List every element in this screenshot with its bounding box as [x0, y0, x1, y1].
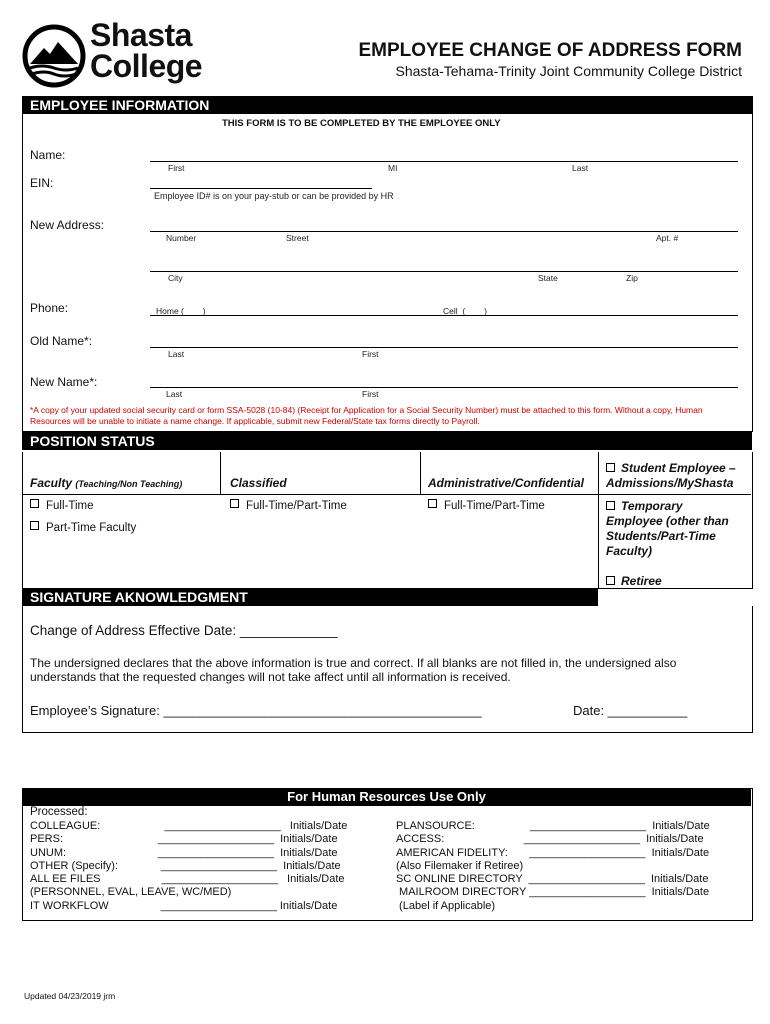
instruction-text: THIS FORM IS TO BE COMPLETED BY THE EMPLOYEE ONLY: [222, 118, 501, 129]
hr-row-access: ACCESS: ___________________ Initials/Date: [396, 833, 704, 846]
logo-wordmark: [90, 17, 203, 84]
address-city-field[interactable]: [150, 271, 738, 272]
checkbox-icon[interactable]: [230, 499, 239, 508]
old-name-last-caption: Last: [168, 349, 185, 359]
faculty-heading: Faculty: [30, 476, 73, 490]
address-street-caption: Street: [286, 233, 309, 243]
col-divider-1: [220, 452, 221, 494]
position-status-header: [22, 432, 752, 450]
phone-label: Phone:: [30, 301, 69, 315]
name-first-caption: First: [168, 163, 185, 173]
retiree-checkbox-icon[interactable]: [606, 576, 615, 585]
address-city-caption: City: [168, 273, 183, 283]
ein-field[interactable]: [150, 188, 372, 189]
declaration-text: [30, 656, 676, 684]
student-employee-option[interactable]: [606, 461, 736, 491]
name-field[interactable]: [150, 161, 738, 162]
declaration-line-2: understands that the requested changes will not take affect until all information is received.: [30, 670, 511, 684]
employee-signature-field[interactable]: Employee’s Signature: ____________________________________________: [30, 703, 482, 718]
admin-option[interactable]: [428, 499, 545, 512]
new-name-first-caption: First: [362, 389, 379, 399]
classified-option[interactable]: [230, 499, 347, 512]
col-divider-2: [420, 452, 421, 494]
declaration-line-1: The undersigned declares that the above information is true and correct. If all blanks are not filled in, the undersigned also: [30, 656, 677, 670]
hr-row-unum: UNUM: ___________________ Initials/Date: [30, 846, 338, 859]
form-title: EMPLOYEE CHANGE OF ADDRESS FORM: [358, 40, 742, 61]
hr-row-plansource: PLANSOURCE: ___________________ Initials/Date: [396, 820, 710, 832]
employee-info-section: [22, 96, 753, 432]
logo-line-1: Shasta: [90, 17, 192, 53]
student-label-line-1: Student Employee –: [621, 461, 736, 475]
hr-row-filemaker: (Also Filemaker if Retiree): [396, 859, 524, 872]
old-name-first-caption: First: [362, 349, 379, 359]
ein-hint: Employee ID# is on your pay-stub or can be provided by HR: [154, 191, 394, 201]
address-number-caption: Number: [166, 233, 197, 243]
faculty-fulltime-option[interactable]: [30, 499, 94, 512]
hr-row-ee-files: ALL EE FILES ___________________ Initials/Date: [30, 873, 345, 886]
faculty-subheading: (Teaching/Non Teaching): [75, 479, 183, 489]
admin-heading: Administrative/Confidential: [428, 476, 585, 490]
retiree-label: Retiree: [621, 574, 662, 588]
new-name-field[interactable]: [150, 387, 738, 388]
hr-row-label: (Label if Applicable): [396, 899, 496, 912]
temp-label-line-4: Faculty): [606, 544, 653, 558]
signature-date-field[interactable]: Date: ___________: [573, 703, 688, 718]
faculty-parttime-label: Part-Time Faculty: [46, 522, 137, 534]
classified-heading: Classified: [230, 476, 287, 490]
hr-row-mailroom: MAILROOM DIRECTORY ___________________ Initials/Date: [396, 886, 710, 899]
logo-line-2: College: [90, 48, 203, 84]
hr-processed-label: Processed:: [30, 806, 88, 818]
admin-option-label: Full-Time/Part-Time: [444, 500, 545, 512]
phone-cell-caption: Cell ( ): [443, 306, 487, 316]
position-status-title: POSITION STATUS: [30, 433, 155, 449]
form-subtitle: Shasta-Tehama-Trinity Joint Community College District: [395, 63, 742, 79]
hr-row-colleague: COLLEAGUE: ___________________ Initials/Date: [30, 820, 348, 832]
faculty-parttime-option[interactable]: [30, 521, 136, 534]
new-address-label: New Address:: [30, 218, 105, 232]
temp-checkbox-icon[interactable]: [606, 501, 615, 510]
name-change-note: [30, 405, 746, 427]
position-status-divider: [22, 494, 751, 495]
checkbox-icon[interactable]: [428, 499, 437, 508]
employee-info-header: [22, 96, 752, 114]
hr-left-column: [30, 820, 347, 913]
employee-info-title: EMPLOYEE INFORMATION: [30, 97, 210, 113]
ein-label: EIN:: [30, 176, 54, 190]
temp-label-line-2: Employee (other than: [606, 514, 729, 528]
checkbox-icon[interactable]: [30, 499, 39, 508]
hr-use-title: For Human Resources Use Only: [287, 789, 486, 804]
faculty-column-heading: [30, 476, 182, 490]
address-state-caption: State: [538, 273, 558, 283]
hr-row-it-workflow: IT WORKFLOW ___________________ Initials/Date: [30, 899, 338, 912]
temporary-employee-option[interactable]: [606, 499, 729, 559]
name-label: Name:: [30, 148, 66, 162]
hr-row-sc-online: SC ONLINE DIRECTORY ___________________ Initials/Date: [396, 873, 709, 886]
address-street-field[interactable]: [150, 231, 738, 232]
old-name-field[interactable]: [150, 347, 738, 348]
new-name-last-caption: Last: [166, 389, 183, 399]
name-mi-caption: MI: [388, 163, 398, 173]
signature-header: [22, 588, 598, 606]
note-line-2: Resources will be unable to initiate a name change. If applicable, submit new Federal/State tax forms directly to Payroll.: [30, 416, 480, 426]
hr-row-american-fidelity: AMERICAN FIDELITY: ___________________ Initials/Date: [396, 846, 710, 859]
name-last-caption: Last: [572, 163, 589, 173]
faculty-fulltime-label: Full-Time: [46, 500, 94, 512]
classified-option-label: Full-Time/Part-Time: [246, 500, 347, 512]
checkbox-icon[interactable]: [30, 521, 39, 530]
new-name-label: New Name*:: [30, 375, 98, 389]
hr-row-ee-files-detail: (PERSONNEL, EVAL, LEAVE, WC/MED): [30, 886, 232, 899]
temp-label-line-3: Students/Part-Time: [606, 529, 716, 543]
mountain-logo-icon: [22, 24, 86, 88]
hr-use-header: [22, 788, 751, 806]
signature-title: SIGNATURE AKNOWLEDGMENT: [30, 589, 248, 605]
col-divider-3: [598, 452, 599, 588]
note-line-1: *A copy of your updated social security card or form SSA-5028 (10-84) (Receipt for Application for a Social Security Number) must be attached to this form. Without a copy, Human: [30, 405, 703, 415]
phone-home-caption: Home ( ): [156, 306, 206, 316]
address-zip-caption: Zip: [626, 273, 638, 283]
old-name-label: Old Name*:: [30, 334, 93, 348]
updated-footer: Updated 04/23/2019 jrm: [24, 991, 116, 1001]
temp-label-line-1: Temporary: [621, 499, 683, 513]
hr-right-column: [396, 820, 710, 913]
hr-row-other: OTHER (Specify): ___________________ Initials/Date: [30, 859, 341, 872]
student-label-line-2: Admissions/MyShasta: [606, 476, 734, 490]
address-apt-caption: Apt. #: [656, 233, 679, 243]
hr-row-pers: PERS: ___________________ Initials/Date: [30, 833, 338, 846]
retiree-option[interactable]: [606, 574, 662, 588]
effective-date-field[interactable]: Change of Address Effective Date: _____________: [30, 623, 338, 638]
student-checkbox-icon[interactable]: [606, 463, 615, 472]
